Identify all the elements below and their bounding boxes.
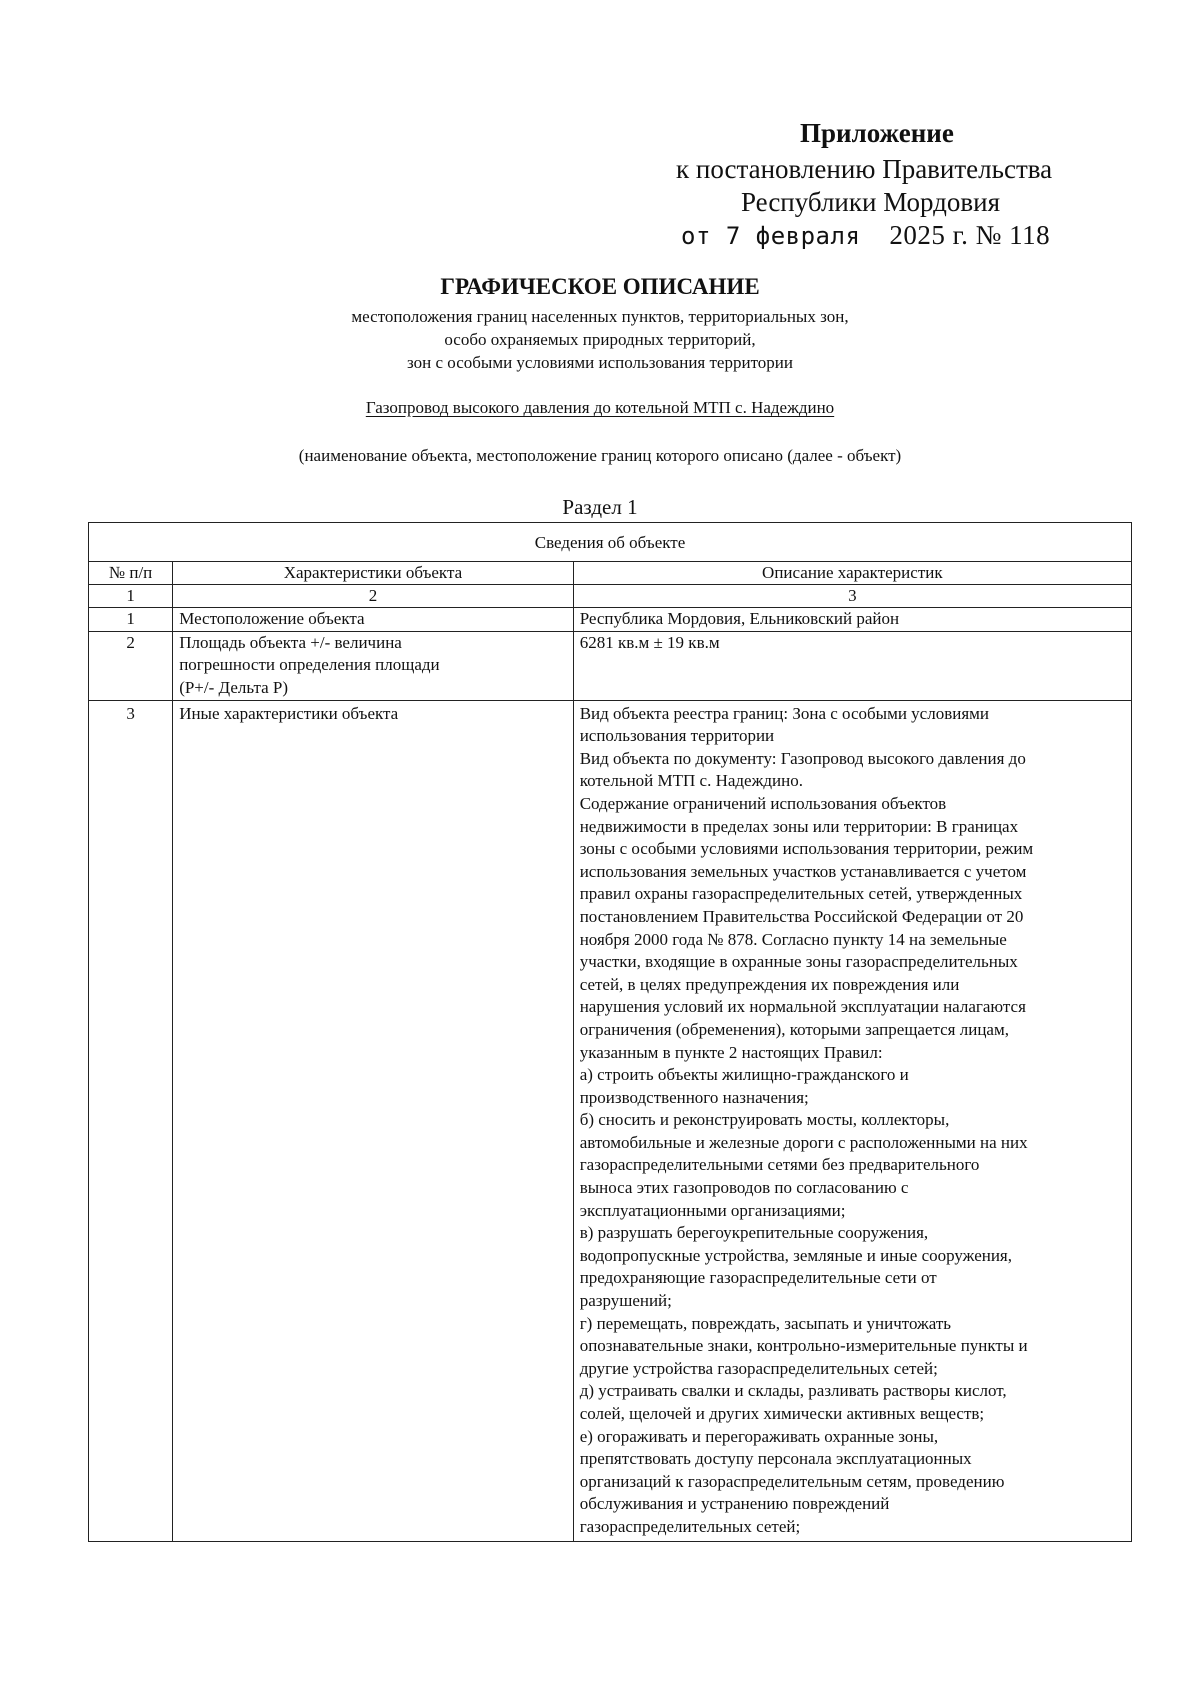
description-line: эксплуатационными организациями; <box>579 1200 846 1220</box>
description-line: участки, входящие в охранные зоны газораспределительных <box>579 952 1018 972</box>
description-line: ноября 2000 года № 878. Согласно пункту 14 на земельные <box>579 929 1007 949</box>
description-line: котельной МТП с. Надеждино. <box>579 771 803 791</box>
object-name-text: Газопровод высокого давления до котельной МТП с. Надеждино <box>365 398 835 417</box>
description-line: газораспределительными сетями без предварительного <box>579 1155 980 1175</box>
appendix-date: от 7 февраля <box>681 222 861 250</box>
subtitle-line-3: зон с особыми условиями использования территории <box>407 353 793 372</box>
row-num: 2 <box>89 631 173 700</box>
appendix-line-3 <box>681 220 1050 251</box>
description-line: е) огораживать и перегораживать охранные зоны, <box>579 1426 939 1446</box>
description-line: опознавательные знаки, контрольно-измерительные пункты и <box>579 1336 1028 1356</box>
object-note: (наименование объекта, местоположение границ которого описано (далее - объект) <box>298 446 902 465</box>
object-info-table <box>88 522 1132 1542</box>
description-line: предохраняющие газораспределительные сети от <box>579 1268 937 1288</box>
row-num: 3 <box>89 700 173 1541</box>
description-line: использования земельных участков устанавливается с учетом <box>579 861 1027 881</box>
header-num: № п/п <box>89 562 173 585</box>
table-caption: Сведения об объекте <box>89 523 1132 562</box>
table-row <box>89 700 1132 1541</box>
table-row <box>89 631 1132 700</box>
description-line: обслуживания и устранению повреждений <box>579 1494 890 1514</box>
description-line: д) устраивать свалки и склады, разливать растворы кислот, <box>579 1381 1007 1401</box>
characteristic-line: (P+/- Дельта P) <box>179 677 289 697</box>
description-line: а) строить объекты жилищно-гражданского и <box>579 1065 909 1085</box>
description-line: в) разрушать берегоукрепительные сооружения, <box>579 1223 929 1243</box>
description-line: указанным в пункте 2 настоящих Правил: <box>579 1042 883 1062</box>
description-line: г) перемещать, повреждать, засыпать и уничтожать <box>579 1313 952 1333</box>
description-line: Вид объекта по документу: Газопровод высокого давления до <box>579 748 1026 768</box>
characteristic-line: погрешности определения площади <box>179 655 440 675</box>
characteristic-line: Площадь объекта +/- величина <box>179 632 402 652</box>
row-description: Республика Мордовия, Ельниковский район <box>573 608 1131 632</box>
description-line: солей, щелочей и других химически активных веществ; <box>579 1404 985 1423</box>
description-line: постановлением Правительства Российской Федерации от 20 <box>579 906 1024 926</box>
row-description: 6281 кв.м ± 19 кв.м <box>573 631 1131 700</box>
description-line: автомобильные и железные дороги с расположенными на них <box>579 1132 1028 1152</box>
appendix-line-1: к постановлению Правительства <box>676 154 1053 184</box>
appendix-title: Приложение <box>800 118 954 148</box>
description-line: б) сносить и реконструировать мосты, коллекторы, <box>579 1110 950 1130</box>
description-line: ограничения (обременения), которыми запрещается лицам, <box>579 1019 1009 1039</box>
row-num: 1 <box>89 608 173 632</box>
row-characteristic <box>173 631 574 700</box>
appendix-year-number: 2025 г. № 118 <box>889 220 1051 250</box>
column-number-2: 2 <box>173 585 574 608</box>
description-line: сетей, в целях предупреждения их повреждения или <box>579 974 960 994</box>
header-characteristic: Характеристики объекта <box>173 562 574 585</box>
description-line: Содержание ограничений использования объектов <box>579 793 947 813</box>
description-line: другие устройства газораспределительных сетей; <box>579 1358 938 1378</box>
description-line: Вид объекта реестра границ: Зона с особыми условиями <box>579 703 990 723</box>
table-header-row <box>89 562 1132 585</box>
description-line: водопропускные устройства, земляные и иные сооружения, <box>579 1245 1013 1265</box>
header-description: Описание характеристик <box>573 562 1131 585</box>
column-number-1: 1 <box>89 585 173 608</box>
description-line: зоны с особыми условиями использования территории, режим <box>579 839 1034 859</box>
description-line: выноса этих газопроводов по согласованию с <box>579 1178 909 1198</box>
object-name <box>0 398 1200 418</box>
description-line: использования территории <box>579 726 775 746</box>
description-line: разрушений; <box>579 1291 672 1311</box>
subtitle-line-2: особо охраняемых природных территорий, <box>444 330 756 349</box>
column-number-3: 3 <box>573 585 1131 608</box>
description-line: недвижимости в пределах зоны или территории: В границах <box>579 816 1019 836</box>
description-line: газораспределительных сетей; <box>579 1516 801 1536</box>
row-characteristic: Иные характеристики объекта <box>173 700 574 1541</box>
description-line: препятствовать доступу персонала эксплуатационных <box>579 1449 972 1469</box>
document-title: ГРАФИЧЕСКОЕ ОПИСАНИЕ <box>440 274 760 299</box>
section-label: Раздел 1 <box>562 495 638 519</box>
description-line: организаций к газораспределительным сетям, проведению <box>579 1471 1005 1491</box>
subtitle-line-1: местоположения границ населенных пунктов, территориальных зон, <box>351 307 849 326</box>
table-column-numbers-row <box>89 585 1132 608</box>
row-description <box>573 700 1131 1541</box>
table-row <box>89 608 1132 632</box>
description-line: производственного назначения; <box>579 1087 809 1107</box>
row-characteristic: Местоположение объекта <box>173 608 574 632</box>
description-line: нарушения условий их нормальной эксплуатации налагаются <box>579 997 1026 1017</box>
table-caption-row <box>89 523 1132 562</box>
appendix-line-2: Республики Мордовия <box>741 187 1001 217</box>
description-line: правил охраны газораспределительных сетей, утвержденных <box>579 884 1023 904</box>
